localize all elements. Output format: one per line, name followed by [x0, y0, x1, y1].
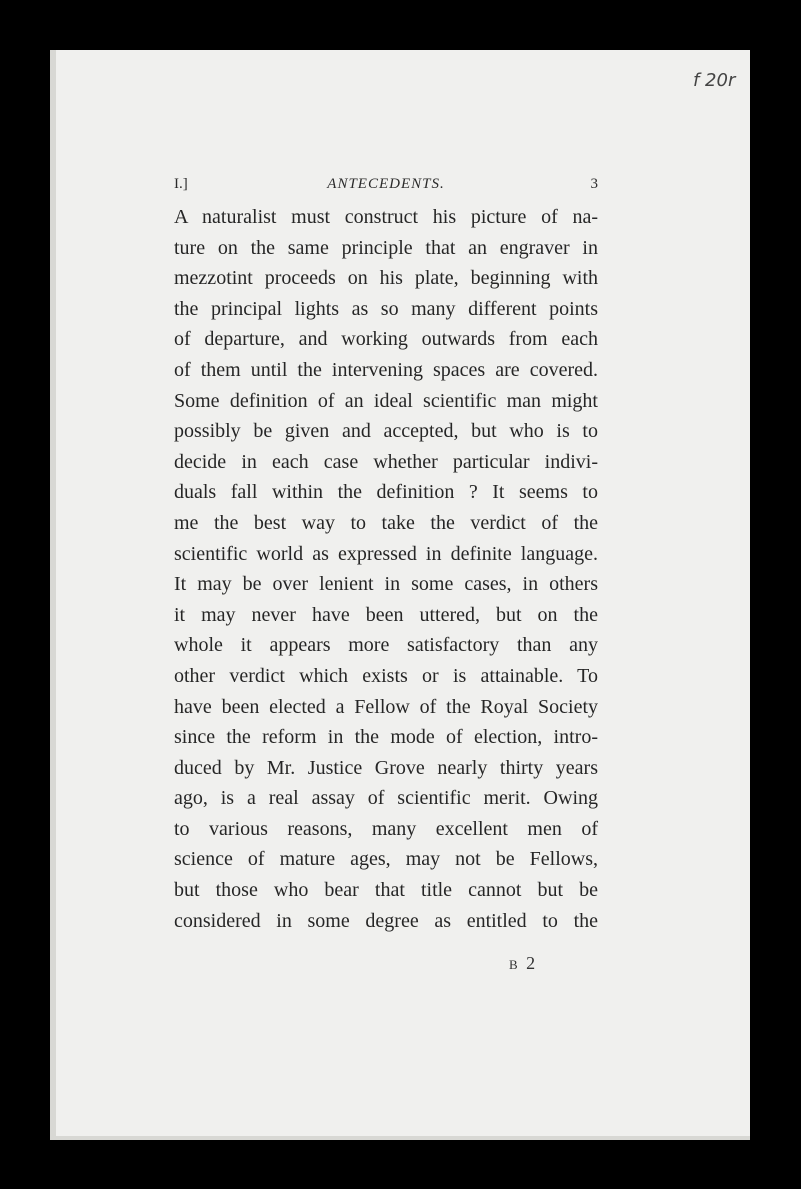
text-line: since the reform in the mode of election, intro- [174, 726, 598, 749]
text-line: other verdict which exists or is attainable. To [174, 664, 598, 687]
text-line: but those who bear that title cannot but be [174, 879, 598, 902]
text-line: of departure, and working outwards from each [174, 328, 598, 351]
text-line: it may never have been uttered, but on the [174, 603, 598, 626]
text-line: duals fall within the definition ? It seems to [174, 481, 598, 504]
text-line: of them until the intervening spaces are covered. [174, 358, 598, 381]
chapter-marker: I.] [174, 176, 188, 192]
text-line: me the best way to take the verdict of the [174, 511, 598, 534]
text-line: science of mature ages, may not be Fellows, [174, 848, 598, 871]
text-line: considered in some degree as entitled to the [174, 909, 598, 932]
text-line: ture on the same principle that an engraver in [174, 236, 598, 259]
text-line: A naturalist must construct his picture of na- [174, 206, 598, 228]
text-line: the principal lights as so many different points [174, 297, 598, 320]
signature-letter: B [509, 957, 520, 972]
text-line: whole it appears more satisfactory than any [174, 634, 598, 657]
text-line: Some definition of an ideal scientific man might [174, 389, 598, 412]
text-line: to various reasons, many excellent men of [174, 817, 598, 840]
text-line: duced by Mr. Justice Grove nearly thirty years [174, 756, 598, 779]
running-title: ANTECEDENTS. [327, 176, 445, 192]
text-line: mezzotint proceeds on his plate, beginning with [174, 267, 598, 290]
signature-number: 2 [526, 953, 538, 973]
text-line: decide in each case whether particular indivi- [174, 450, 598, 473]
running-head [174, 172, 598, 200]
text-line: have been elected a Fellow of the Royal Society [174, 695, 598, 718]
page-number: 3 [590, 176, 598, 192]
text-line: possibly be given and accepted, but who is to [174, 420, 598, 443]
text-line: It may be over lenient in some cases, in others [174, 573, 598, 596]
body-text [174, 202, 598, 936]
text-line: scientific world as expressed in definite language. [174, 542, 598, 565]
signature-mark [509, 953, 537, 974]
text-line: ago, is a real assay of scientific merit. Owing [174, 787, 598, 810]
handwritten-folio-note: f 20r [693, 70, 736, 91]
